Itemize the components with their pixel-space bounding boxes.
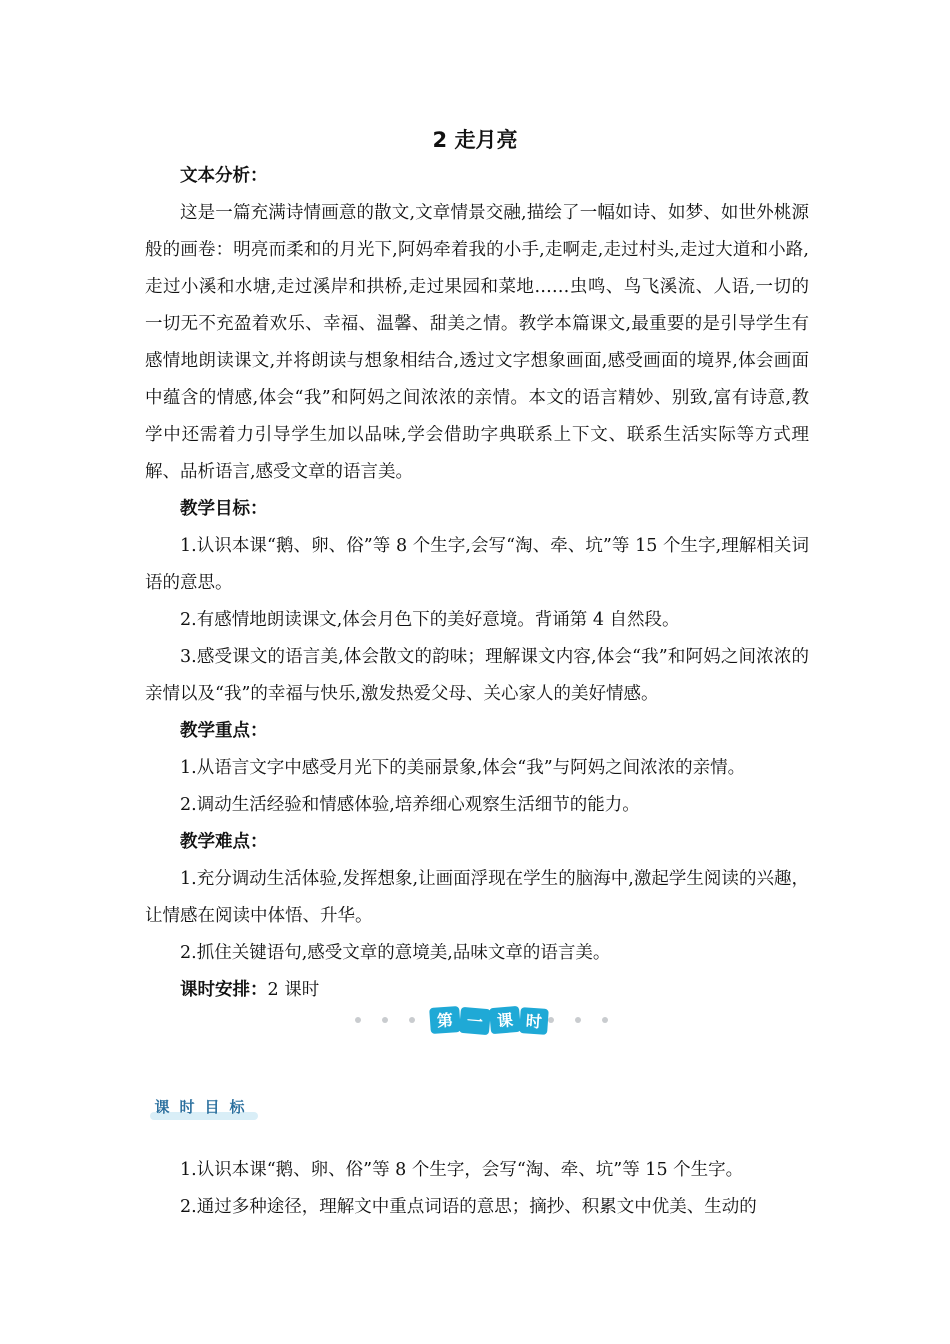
badge-char: 时 — [179, 1098, 195, 1116]
text-analysis-paragraph: 这是一篇充满诗情画意的散文,文章情景交融,描绘了一幅如诗、如梦、如世外桃源般的画卷：明亮而柔和的月光下,阿妈牵着我的小手,走啊走,走过村头,走过大道和小路,走过小溪和水塘,走过溪岸和拱桥,走过果园和菜地……虫鸣、鸟飞溪流、人语,一切的一切无不充盈着欢乐、幸福、温馨、甜美之情。教学本篇课文,最重要的是引导学生有感情地朗读课文,并将朗读与想象相结合,透过文字想象画面,感受画面的境界,体会画面中蕴含的情感,体会“我”和阿妈之间浓浓的亲情。本文的语言精妙、别致,富有诗意,教学中还需着力引导学生加以品味,学会借助字典联系上下文、联系生活实际等方式理解、品析语言,感受文章的语言美。 — [145, 203, 809, 482]
schedule-label: 课时安排： — [180, 980, 268, 1000]
lesson-plan-body — [145, 158, 809, 1009]
banner-dot-icon — [575, 1017, 581, 1023]
lesson-one-banner — [0, 1000, 950, 1040]
badge-char: 标 — [229, 1098, 245, 1116]
banner-dot-icon — [382, 1017, 388, 1023]
section-heading-text-analysis: 文本分析： — [180, 166, 268, 186]
lesson-one-banner-graphic — [0, 1000, 950, 1040]
lesson-goal-item: 1.认识本课“鹅、卵、俗”等 8 个生字，会写“淘、牵、坑”等 15 个生字。 — [180, 1160, 744, 1180]
section-heading-teaching-goals: 教学目标： — [180, 499, 268, 519]
section-heading-difficulties: 教学难点： — [180, 832, 268, 852]
key-point-item: 2.调动生活经验和情感体验,培养细心观察生活细节的能力。 — [180, 795, 640, 815]
banner-dot-icon — [355, 1017, 361, 1023]
banner-dot-icon — [602, 1017, 608, 1023]
banner-char: 一 — [466, 1011, 484, 1032]
lesson-goals-list — [145, 1152, 809, 1226]
lesson-goals-badge — [150, 1090, 260, 1126]
difficulty-item: 2.抓住关键语句,感受文章的意境美,品味文章的语言美。 — [180, 943, 611, 963]
key-point-item: 1.从语言文字中感受月光下的美丽景象,体会“我”与阿妈之间浓浓的亲情。 — [180, 758, 746, 778]
lesson-goals-badge-graphic — [150, 1090, 260, 1122]
banner-char: 课 — [496, 1010, 514, 1031]
banner-char: 第 — [436, 1010, 454, 1031]
teaching-goal-item: 1.认识本课“鹅、卵、俗”等 8 个生字,会写“淘、牵、坑”等 15 个生字,理解相关词语的意思。 — [145, 536, 809, 593]
lesson-title: 2 走月亮 — [432, 128, 518, 152]
teaching-goal-item: 2.有感情地朗读课文,体会月色下的美好意境。背诵第 4 自然段。 — [180, 610, 680, 630]
banner-dot-icon — [409, 1017, 415, 1023]
lesson-goal-item: 2.通过多种途径，理解文中重点词语的意思；摘抄、积累文中优美、生动的 — [180, 1197, 757, 1217]
banner-dot-icon — [548, 1017, 554, 1023]
difficulty-item: 1.充分调动生活体验,发挥想象,让画面浮现在学生的脑海中,激起学生阅读的兴趣，让情感在阅读中体悟、升华。 — [145, 869, 809, 926]
teaching-goal-item: 3.感受课文的语言美,体会散文的韵味；理解课文内容,体会“我”和阿妈之间浓浓的亲情以及“我”的幸福与快乐,激发热爱父母、关心家人的美好情感。 — [145, 647, 809, 704]
section-heading-key-points: 教学重点： — [180, 721, 268, 741]
schedule-value: 2 课时 — [267, 980, 320, 1000]
badge-char: 课 — [154, 1098, 170, 1116]
banner-char: 时 — [525, 1011, 543, 1032]
badge-char: 目 — [204, 1098, 220, 1116]
